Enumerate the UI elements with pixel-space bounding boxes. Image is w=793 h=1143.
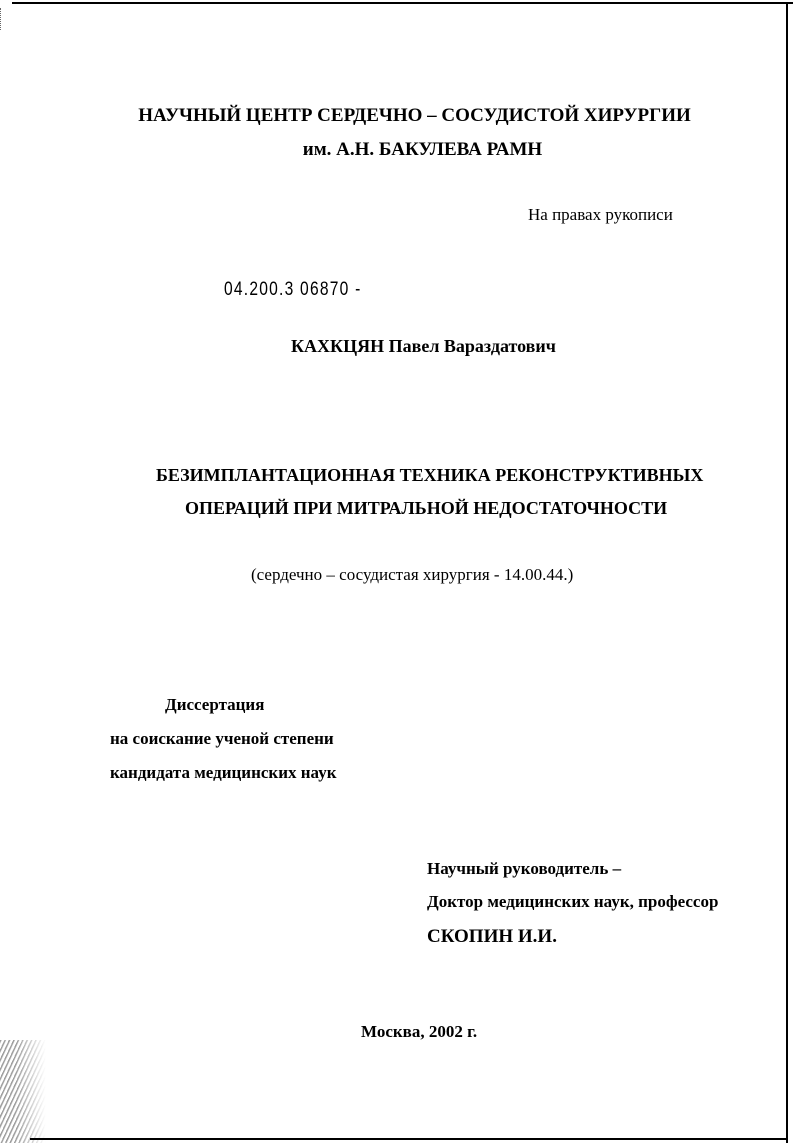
place-and-year: Москва, 2002 г. xyxy=(361,1022,478,1041)
institution-subtitle: им. А.Н. БАКУЛЕВА РАМН xyxy=(302,139,543,160)
scan-corner-mark xyxy=(0,8,7,30)
supervisor-degree: Доктор медицинских наук, профессор xyxy=(427,892,719,911)
author-name: КАХКЦЯН Павел Вараздатович xyxy=(291,336,556,356)
specialty-code: (сердечно – сосудистая хирургия - 14.00.44.) xyxy=(251,565,574,584)
manuscript-rights-note: На правах рукописи xyxy=(528,205,673,224)
page-border-bottom xyxy=(30,1138,788,1140)
degree-purpose: на соискание ученой степени xyxy=(110,729,334,748)
institution-name: НАУЧНЫЙ ЦЕНТР СЕРДЕЧНО – СОСУДИСТОЙ ХИРУРГИИ xyxy=(138,105,691,126)
supervisor-name: СКОПИН И.И. xyxy=(427,926,557,947)
supervisor-role: Научный руководитель – xyxy=(427,859,622,878)
page-border-top xyxy=(12,2,793,4)
dissertation-title-line-1: БЕЗИМПЛАНТАЦИОННАЯ ТЕХНИКА РЕКОНСТРУКТИВНЫХ xyxy=(156,465,704,485)
dissertation-title-line-2: ОПЕРАЦИЙ ПРИ МИТРАЛЬНОЙ НЕДОСТАТОЧНОСТИ xyxy=(185,498,668,518)
dissertation-label: Диссертация xyxy=(165,695,265,714)
registration-number: 04.200.3 06870 - xyxy=(224,279,362,300)
degree-name: кандидата медицинских наук xyxy=(110,763,337,782)
page-border-right xyxy=(786,2,788,1143)
scan-artifact xyxy=(0,1040,46,1143)
